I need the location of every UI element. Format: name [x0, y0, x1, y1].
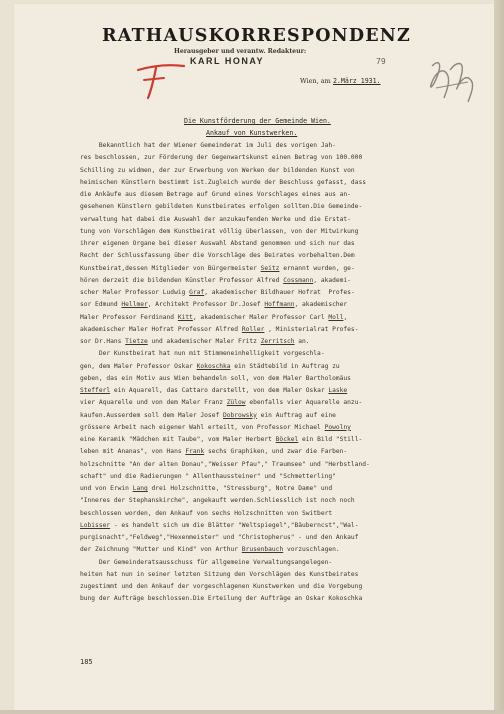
name-underlined: Roller [241, 325, 265, 333]
dateline [300, 77, 381, 85]
name-underlined: Dobrowsky [223, 411, 257, 419]
body-text-segment: grössere Arbeit nach eigener Wahl erteilt, von Professor Michael [80, 423, 325, 431]
body-line [80, 385, 480, 397]
body-text-segment: die Ankäufe aus diesem Betrage auf Grund eines Vorschlages eines aus an- [80, 191, 351, 198]
body-line [80, 152, 480, 164]
body-text-segment: sor Edmund [80, 301, 122, 309]
body-text-segment: ebenfalls vier Aquarelle anzu- [245, 399, 363, 407]
body-text-segment: vier Aquarelle und von dem Maler Franz [80, 399, 227, 407]
body-text-segment: purgisnacht","Feldweg","Hexenmeister" und "Christopherus" - und den Ankauf [80, 534, 359, 541]
body-line [80, 581, 480, 593]
body-text-segment: ernannt wurden, ge- [279, 264, 355, 272]
body-line [80, 397, 480, 409]
body-line [80, 557, 480, 569]
body-text-segment: - es handelt sich um die Blätter "Weltspiegel","Bäuberncst","Wal- [110, 521, 359, 529]
article-body [80, 140, 480, 606]
body-text-segment: geben, das ein Motiv aus Wien behandeln soll, von dem Maler Bartholomäus [80, 374, 351, 382]
body-text-segment: Bekanntlich hat der Wiener Gemeinderat im Juli des vorigen Jah- [80, 142, 336, 149]
body-text-segment: vorzuschlagen. [283, 546, 340, 554]
name-underlined: Lobisser [80, 521, 111, 529]
body-line [80, 569, 480, 581]
body-line [80, 238, 480, 250]
body-line [80, 459, 480, 471]
body-text-segment: gesehenen Künstlern gebildeten Kunstbeirates erfolgen sollten.Die Gemeinde- [80, 203, 363, 211]
body-text-segment: ein Auftrag auf eine [256, 411, 336, 419]
dateline-date: 2.März 1931. [332, 77, 381, 85]
body-text-segment: schaft" und die Radierungen " Allenthaussteiner" und "Schmetterling" [80, 472, 336, 480]
body-text-segment: , akademischer Bildhauer Hofrat Profes- [204, 289, 355, 296]
body-line [80, 275, 480, 287]
body-line [80, 140, 480, 152]
body-line [80, 495, 480, 507]
body-text-segment: hören derzeit die bildenden Künstler Professor Alfred [80, 276, 284, 284]
body-line [80, 336, 480, 348]
body-text-segment: , akademischer [294, 301, 348, 309]
body-line [80, 508, 480, 520]
name-underlined: Seitz [260, 264, 280, 272]
body-text-segment: sor Dr.Hans [80, 338, 126, 345]
name-underlined: Kokoschka [196, 362, 231, 370]
name-underlined: Zerritsch [260, 338, 295, 345]
name-underlined: Frank [185, 448, 205, 456]
body-text-segment: , Architekt Professor Dr.Josef [147, 301, 265, 309]
body-text-segment: der Zeichnung "Mutter und Kind" von Arthur [80, 546, 242, 554]
body-text-segment: heiten hat nun in seiner letzten Sitzung den Vorschlägen des Kunstbeirates [80, 570, 359, 578]
body-line [80, 299, 480, 311]
body-line [80, 287, 480, 299]
body-line [80, 165, 480, 177]
body-line [80, 483, 480, 495]
masthead-editor: KARL HONAY [190, 56, 265, 66]
article-subheading: Ankauf von Kunstwerken. [206, 129, 298, 137]
body-text-segment: , [343, 313, 348, 321]
body-text-segment: verwaltung hat dabei die Auswahl der anzukaufenden Werke und die Erstat- [80, 215, 351, 223]
body-line [80, 312, 480, 324]
body-line [80, 446, 480, 458]
body-text-segment: ein Städtebild in Auftrag zu [230, 362, 340, 370]
name-underlined: Laske [328, 387, 348, 394]
red-pencil-mark-icon [134, 62, 190, 102]
body-text-segment: an. [294, 338, 310, 345]
body-text-segment: Der Kunstbeirat hat nun mit Stimmeneinhelligkeit vorgeschla- [80, 350, 325, 358]
body-text-segment: ein Aquarell, das Cattaro darstellt, von dem Maler Oskar [110, 387, 329, 394]
body-line [80, 471, 480, 483]
body-text-segment: scher Maler Professor Ludwig [80, 289, 190, 296]
body-line [80, 532, 480, 544]
body-line [80, 361, 480, 373]
body-text-segment: , akademi- [313, 276, 351, 284]
name-underlined: Moll [328, 313, 344, 321]
body-line [80, 214, 480, 226]
name-underlined: Zülow [226, 399, 246, 407]
body-text-segment: drei Holzschnitte, "Stressburg", Notre Dame" und [147, 485, 333, 492]
body-text-segment: tung von Vorschlägen dem Kunstbeirat völlig überlassen, von der Mitwirkung [80, 227, 359, 235]
page-number: 79 [376, 57, 386, 66]
body-line [80, 324, 480, 336]
body-line [80, 434, 480, 446]
body-line [80, 263, 480, 275]
body-text-segment: "Inneres der Stephanskirche", angekauft werden.Schliesslich ist noch noch [80, 497, 355, 505]
body-text-segment: gen, dem Maler Professor Oskar [80, 362, 197, 370]
body-text-segment: Schilling zu widmen, der zur Erwerbung von Werken der bildenden Kunst von [80, 166, 355, 174]
body-text-segment: zugestimmt und den Ankauf der vorgeschlagenen Kunstwerken und die Vorgebung [80, 583, 363, 590]
name-underlined: Cossmann [283, 276, 314, 284]
body-text-segment: , akademischer Maler Professor Carl [192, 313, 329, 321]
name-underlined: Tietze [125, 338, 148, 345]
body-line [80, 520, 480, 532]
body-text-segment: und von Erwin [80, 485, 133, 492]
body-text-segment: sechs Graphiken, und zwar die Farben- [204, 448, 348, 456]
article-heading: Die Kunstförderung der Gemeinde Wien. [184, 117, 331, 125]
body-text-segment: und akademischer Maler Fritz [147, 338, 261, 345]
body-line [80, 348, 480, 360]
body-text-segment: beschlossen worden, den Ankauf von sechs Holzschnitten von Switbert [80, 509, 333, 517]
dateline-prefix: Wien, am [300, 77, 331, 85]
masthead [102, 26, 411, 66]
body-text-segment: heimischen Künstlern bestimmt ist.Zugleich wurde der Beschluss gefasst, dass [80, 178, 366, 186]
name-underlined: Hellmer [121, 301, 148, 309]
pencil-signature-icon [424, 52, 484, 112]
name-underlined: Graf [189, 289, 205, 296]
body-text-segment: Maler Professor Ferdinand [80, 313, 178, 321]
body-line [80, 544, 480, 556]
body-text-segment: Kunstbeirat,dessen Mitglieder von Bürgermeister [80, 264, 261, 272]
body-text-segment: ihrer eigenen Organe bei dieser Auswahl Abstand genommen und sich nur das [80, 240, 355, 247]
name-underlined: Brusenbauch [241, 546, 284, 554]
body-line [80, 250, 480, 262]
body-line [80, 373, 480, 385]
body-line [80, 422, 480, 434]
body-text-segment: Der Gemeinderatsausschuss für allgemeine Verwaltungsangelegen- [80, 558, 333, 566]
document-page [14, 4, 494, 712]
name-underlined: Böckel [275, 436, 299, 443]
name-underlined: Powolny [324, 423, 351, 431]
body-text-segment: leben mit Ananas", von Hans [80, 448, 186, 456]
name-underlined: Lang [132, 485, 148, 492]
body-text-segment: Recht der Schlussfassung über die Vorschläge des Beirates vorbehalten.Dem [80, 252, 355, 260]
masthead-subtitle: Herausgeber und verantw. Redakteur: [174, 48, 307, 55]
body-line [80, 201, 480, 213]
body-text-segment: kaufen.Ausserdem soll dem Maler Josef [80, 411, 223, 419]
body-line [80, 189, 480, 201]
body-line [80, 226, 480, 238]
body-line [80, 177, 480, 189]
folio-number: 185 [80, 658, 93, 666]
page-edge [494, 0, 504, 714]
body-text-segment: ein Bild "Still- [298, 436, 363, 443]
page-edge-bottom [0, 710, 504, 714]
body-text-segment: eine Keramik "Mädchen mit Taube", vom Maler Herbert [80, 436, 276, 443]
name-underlined: Kitt [177, 313, 193, 321]
name-underlined: Stefferl [80, 387, 111, 394]
body-text-segment: , Ministerialrat Profes- [264, 325, 359, 333]
body-text-segment: res beschlossen, zur Förderung der Gegenwartskunst einen Betrag von 100.000 [80, 154, 363, 162]
body-line [80, 410, 480, 422]
name-underlined: Hoffmann [264, 301, 295, 309]
body-text-segment: holzschnitte "An der alten Donau","Weisser Pfau"," Traumsee" und "Herbstland- [80, 460, 370, 468]
body-line [80, 593, 480, 605]
masthead-title: RATHAUSKORRESPONDENZ [102, 26, 411, 46]
body-text-segment: akademischer Maler Hofrat Professor Alfred [80, 325, 242, 333]
body-text-segment: bung der Aufträge beschlossen.Die Erteilung der Aufträge an Oskar Kokoschka [80, 595, 363, 603]
